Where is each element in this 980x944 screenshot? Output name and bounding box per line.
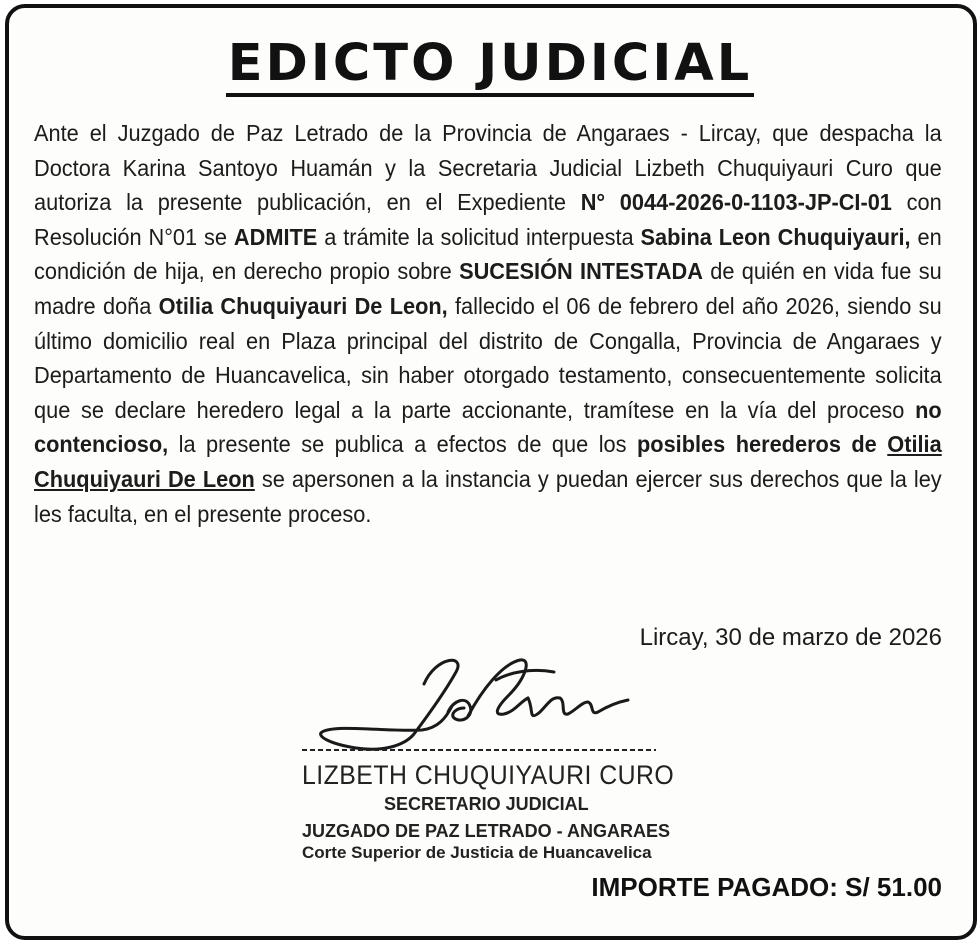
body-text-3: a trámite la solicitud interpuesta	[317, 223, 641, 250]
place-date: Lircay, 30 de marzo de 2026	[639, 624, 942, 651]
deceased-name-underlined: Otilia Chuquiyauri De Leon	[34, 431, 942, 492]
stamp-superior-court: Corte Superior de Justicia de Huancavelica	[302, 843, 652, 862]
edict-title	[0, 34, 980, 97]
body-text-2: con Resolución N°01 se	[34, 189, 942, 250]
deceased-name: Otilia Chuquiyauri De Leon,	[158, 292, 448, 319]
admite-word: ADMITE	[233, 223, 318, 250]
edict-body	[34, 116, 942, 531]
stamp-court: JUZGADO DE PAZ LETRADO - ANGARAES	[302, 821, 671, 841]
signature-image	[296, 650, 656, 760]
body-text-4: en condición de hija, en derecho propio sobre	[34, 223, 942, 285]
importe-pagado: IMPORTE PAGADO: S/ 51.00	[591, 872, 942, 902]
body-text-1: Ante el Juzgado de Paz Letrado de la Provincia de Angaraes - Lircay, que despacha la Doctora Karina Santoyo Huamán y la Secretaria Judicial Lizbeth Chuquiyauri Curo que autoriza la presente publicación, en el Expediente	[34, 120, 942, 216]
title-text: EDICTO JUDICIAL	[226, 36, 755, 97]
body-text-7: la presente se publica a efectos de que los	[168, 431, 638, 458]
body-text-8	[877, 431, 887, 457]
body-text-9: se apersonen a la instancia y puedan ejercer sus derechos que la ley les faculta, en el presente proceso.	[34, 465, 942, 527]
body-text-5: de quién en vida fue su madre doña	[34, 258, 942, 319]
heirs-phrase: posibles herederos de	[637, 431, 877, 458]
applicant-name: Sabina Leon Chuquiyauri,	[640, 223, 911, 250]
stamp-name: LIZBETH CHUQUIYAURI CURO	[302, 760, 675, 790]
process-type: no contencioso,	[34, 396, 942, 458]
case-type: SUCESIÓN INTESTADA	[459, 258, 703, 285]
expediente-number: N° 0044-2026-0-1103-JP-CI-01	[580, 189, 892, 216]
body-text-6: fallecido el 06 de febrero del año 2026, siendo su último domicilio real en Plaza principal del distrito de Congalla, Provincia de Angaraes y Departamento de Huancavelica, sin haber otorgado testamento, consecuentemente solicita que se declare heredero legal a la parte accionante, tramítese en la vía del proceso	[34, 292, 942, 423]
stamp-role: SECRETARIO JUDICIAL	[384, 794, 589, 814]
